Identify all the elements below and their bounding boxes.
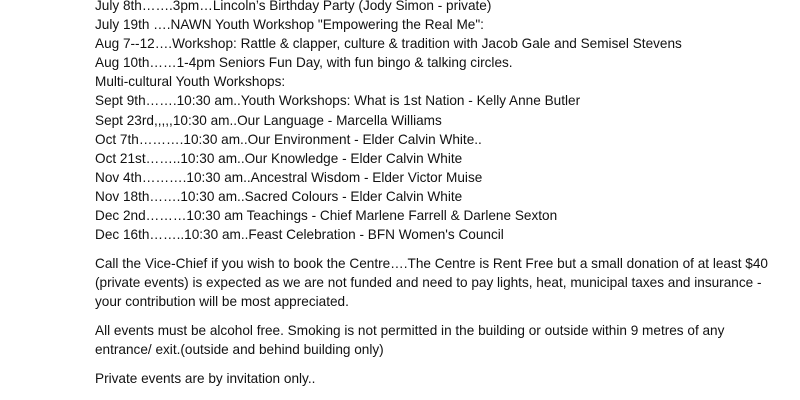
schedule-item-nov-18: Nov 18th…….10:30 am..Sacred Colours - Elder Calvin White — [95, 188, 463, 204]
schedule-section-heading: Multi-cultural Youth Workshops: — [95, 74, 286, 90]
schedule-item-aug-10: Aug 10th……1-4pm Seniors Fun Day, with fun bingo & talking circles. — [95, 55, 513, 71]
schedule-item-sept-9: Sept 9th…….10:30 am..Youth Workshops: What is 1st Nation - Kelly Anne Butler — [95, 93, 581, 109]
private-note: Private events are by invitation only.. — [95, 371, 316, 387]
document-page — [95, 0, 775, 388]
schedule-item-dec-2: Dec 2nd………10:30 am Teachings - Chief Marlene Farrell & Darlene Sexton — [95, 208, 558, 224]
booking-note: Call the Vice-Chief if you wish to book the Centre….The Centre is Rent Free but a small donation of at least $40 (private events) is expected as we are not funded and need to pay lights, heat, municipal taxes and insurance - your contribution will be most appreciated. — [95, 256, 768, 310]
schedule-item-oct-7: Oct 7th……….10:30 am..Our Environment - Elder Calvin White.. — [95, 131, 482, 147]
schedule-item-july-19: July 19th ….NAWN Youth Workshop "Empowering the Real Me": — [95, 17, 484, 33]
schedule-item-sept-23: Sept 23rd,,,,,10:30 am..Our Language - Marcella Williams — [95, 112, 442, 128]
alcohol-note: All events must be alcohol free. Smoking is not permitted in the building or outside within 9 metres of any entrance/ exit.(outside and behind building only) — [95, 323, 725, 358]
schedule-item-nov-4: Nov 4th……….10:30 am..Ancestral Wisdom - Elder Victor Muise — [95, 169, 483, 185]
schedule-item-aug-7-12: Aug 7--12….Workshop: Rattle & clapper, culture & tradition with Jacob Gale and Semisel Stevens — [95, 36, 682, 52]
schedule-item-july-8: July 8th…….3pm…Lincoln’s Birthday Party (Jody Simon - private) — [95, 0, 492, 13]
schedule-item-dec-16: Dec 16th……..10:30 am..Feast Celebration - BFN Women's Council — [95, 227, 504, 243]
schedule-item-oct-21: Oct 21st……..10:30 am..Our Knowledge - Elder Calvin White — [95, 150, 463, 166]
schedule-list — [95, 0, 775, 244]
